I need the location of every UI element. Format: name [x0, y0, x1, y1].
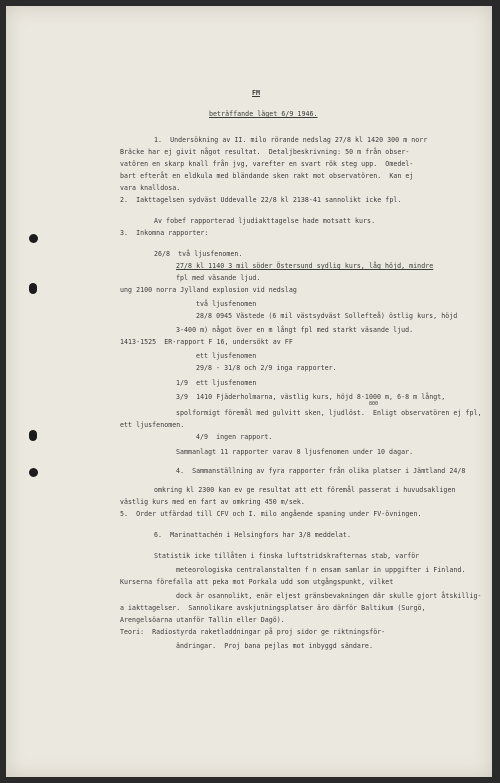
text-line: omkring kl 2300 kan ev ge resultat att ett föremål passerat i huvudsakligen — [154, 486, 456, 494]
punch-hole — [29, 468, 38, 477]
text-line: 3/9 1410 Fjäderholmarna, västlig kurs, höjd 8-1000 m, 6-8 m långt, — [176, 393, 446, 401]
text-line: meteorologiska centralanstalten f n ensam samlar in uppgifter i Finland. — [176, 566, 466, 574]
text-line: vatören en skarp knall från jvg, varefter en svart rök steg upp. Omedel- — [120, 160, 414, 168]
text-line: dock är osannolikt, enär eljest gränsbevakningen där skulle gjort åtskillig- — [176, 592, 482, 600]
text-line: 29/8 - 31/8 och 2/9 inga rapporter. — [196, 364, 337, 372]
text-line: Kurserna förefalla att peka mot Porkala udd som utgångspunkt, vilket — [120, 578, 394, 586]
text-line: 5. Order utfärdad till CFV och I. milo angående spaning under FV-övningen. — [120, 510, 422, 518]
text-line: 27/8 kl 1140 3 mil söder Östersund sydlig kurs, låg höjd, mindre — [176, 262, 434, 270]
text-line: a iakttagelser. Sannolikare avskjutningsplatser äro därför Baltikum (Surgö, — [120, 604, 426, 612]
text-line: Av fobef rapporterad ljudiakttagelse hade motsatt kurs. — [154, 217, 376, 225]
text-line: Arengelsöarna utanför Tallin eller Dagö). — [120, 616, 285, 624]
stamp-fm: FM — [252, 89, 261, 97]
text-line: Statistik icke tillåten i finska luftstridskrafternas stab, varför — [154, 552, 420, 560]
text-line: 28/8 0945 Västede (6 mil västsydväst Sollefteå) östlig kurs, höjd — [196, 312, 458, 320]
text-line: 2. Iakttagelsen sydväst Uddevalle 22/8 kl 2138-41 sannolikt icke fpl. — [120, 196, 402, 204]
text-line: ett ljusfenomen. — [120, 421, 185, 429]
text-line: fpl med väsande ljud. — [176, 274, 261, 282]
punch-hole — [29, 430, 37, 441]
punch-hole — [29, 234, 38, 243]
text-line: ett ljusfenomen — [196, 352, 257, 360]
text-line: ung 2100 norra Jylland explosion vid nedslag — [120, 286, 297, 294]
punch-hole — [29, 283, 37, 294]
text-line: 1. Undersökning av II. milo rörande nedslag 27/8 kl 1420 300 m norr — [154, 136, 428, 144]
document-title: beträffande läget 6/9 1946. — [209, 110, 318, 118]
text-line: 1/9 ett ljusfenomen — [176, 379, 257, 387]
text-line: västlig kurs med en fart av omkring 450 m/sek. — [120, 498, 305, 506]
text-line: Sammanlagt 11 rapporter varav 8 ljusfenomen under 10 dagar. — [176, 448, 414, 456]
text-line: ändringar. Proj bana pejlas mot inbyggd sändare. — [176, 642, 373, 650]
text-line: bart efteråt en eldkula med bländande sken rakt mot observatören. Kan ej — [120, 172, 414, 180]
text-line: två ljusfenomen — [196, 300, 257, 308]
text-line: Bräcke har ej givit något resultat. Detaljbeskrivning: 50 m från obser- — [120, 148, 410, 156]
document-page — [6, 6, 492, 777]
text-line: 4/9 ingen rapport. — [196, 433, 273, 441]
text-line: 3-400 m) något över en m långt fpl med starkt väsande ljud. — [176, 326, 414, 334]
handwritten-insert: 800 — [369, 401, 379, 407]
text-line: Teori: Radiostyrda raketladdningar på proj sidor ge riktningsför- — [120, 628, 386, 636]
text-line: 4. Sammanställning av fyra rapporter från olika platser i Jämtland 24/8 — [176, 467, 466, 475]
text-line: 26/8 två ljusfenomen. — [154, 250, 243, 258]
text-line: 6. Marinattachén i Helsingfors har 3/8 meddelat. — [154, 531, 351, 539]
text-line: spolformigt föremål med gulvitt sken, ljudlöst. Enligt observatören ej fpl, — [176, 409, 482, 417]
text-line: 3. Inkomna rapporter: — [120, 229, 209, 237]
text-line: vara knalldosa. — [120, 184, 181, 192]
text-line: 1413-1525 ER-rapport F 16, undersökt av FF — [120, 338, 293, 346]
